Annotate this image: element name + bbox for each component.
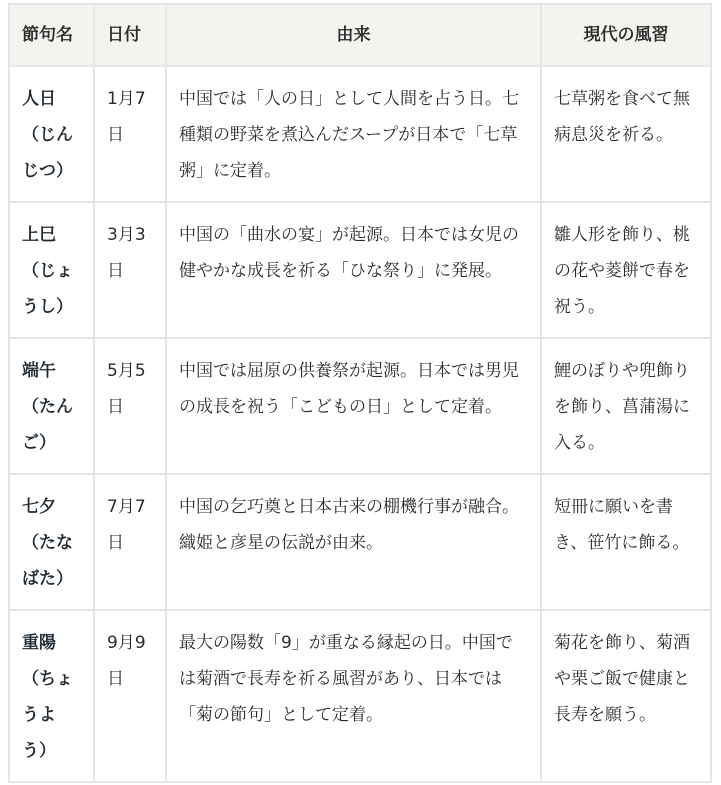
cell-name: 上巳（じょうし） xyxy=(9,202,94,338)
cell-origin: 中国では「人の日」として人間を占う日。七種類の野菜を煮込んだスープが日本で「七草粥」に定着。 xyxy=(166,66,541,202)
cell-date: 1月7日 xyxy=(94,66,166,202)
cell-date: 5月5日 xyxy=(94,338,166,474)
cell-custom: 七草粥を食べて無病息災を祈る。 xyxy=(541,66,711,202)
table-row xyxy=(9,66,711,202)
cell-custom: 鯉のぼりや兜飾りを飾り、菖蒲湯に入る。 xyxy=(541,338,711,474)
cell-date: 3月3日 xyxy=(94,202,166,338)
cell-custom: 短冊に願いを書き、笹竹に飾る。 xyxy=(541,474,711,610)
cell-custom: 菊花を飾り、菊酒や栗ご飯で健康と長寿を願う。 xyxy=(541,610,711,782)
table-row xyxy=(9,610,711,782)
cell-origin: 最大の陽数「9」が重なる縁起の日。中国では菊酒で長寿を祈る風習があり、日本では「菊の節句」として定着。 xyxy=(166,610,541,782)
table-row xyxy=(9,338,711,474)
header-date: 日付 xyxy=(94,4,166,66)
cell-date: 9月9日 xyxy=(94,610,166,782)
cell-origin: 中国の「曲水の宴」が起源。日本では女児の健やかな成長を祈る「ひな祭り」に発展。 xyxy=(166,202,541,338)
cell-name: 人日（じんじつ） xyxy=(9,66,94,202)
header-name: 節句名 xyxy=(9,4,94,66)
sekku-table xyxy=(8,3,712,783)
header-custom: 現代の風習 xyxy=(541,4,711,66)
cell-name: 七夕（たなばた） xyxy=(9,474,94,610)
table-row xyxy=(9,202,711,338)
cell-origin: 中国では屈原の供養祭が起源。日本では男児の成長を祝う「こどもの日」として定着。 xyxy=(166,338,541,474)
cell-name: 重陽（ちょうよう） xyxy=(9,610,94,782)
cell-custom: 雛人形を飾り、桃の花や菱餅で春を祝う。 xyxy=(541,202,711,338)
header-origin: 由来 xyxy=(166,4,541,66)
cell-origin: 中国の乞巧奠と日本古来の棚機行事が融合。織姫と彦星の伝説が由来。 xyxy=(166,474,541,610)
table-row xyxy=(9,474,711,610)
cell-name: 端午（たんご） xyxy=(9,338,94,474)
cell-date: 7月7日 xyxy=(94,474,166,610)
table-header-row xyxy=(9,4,711,66)
sekku-table-container xyxy=(8,3,712,783)
